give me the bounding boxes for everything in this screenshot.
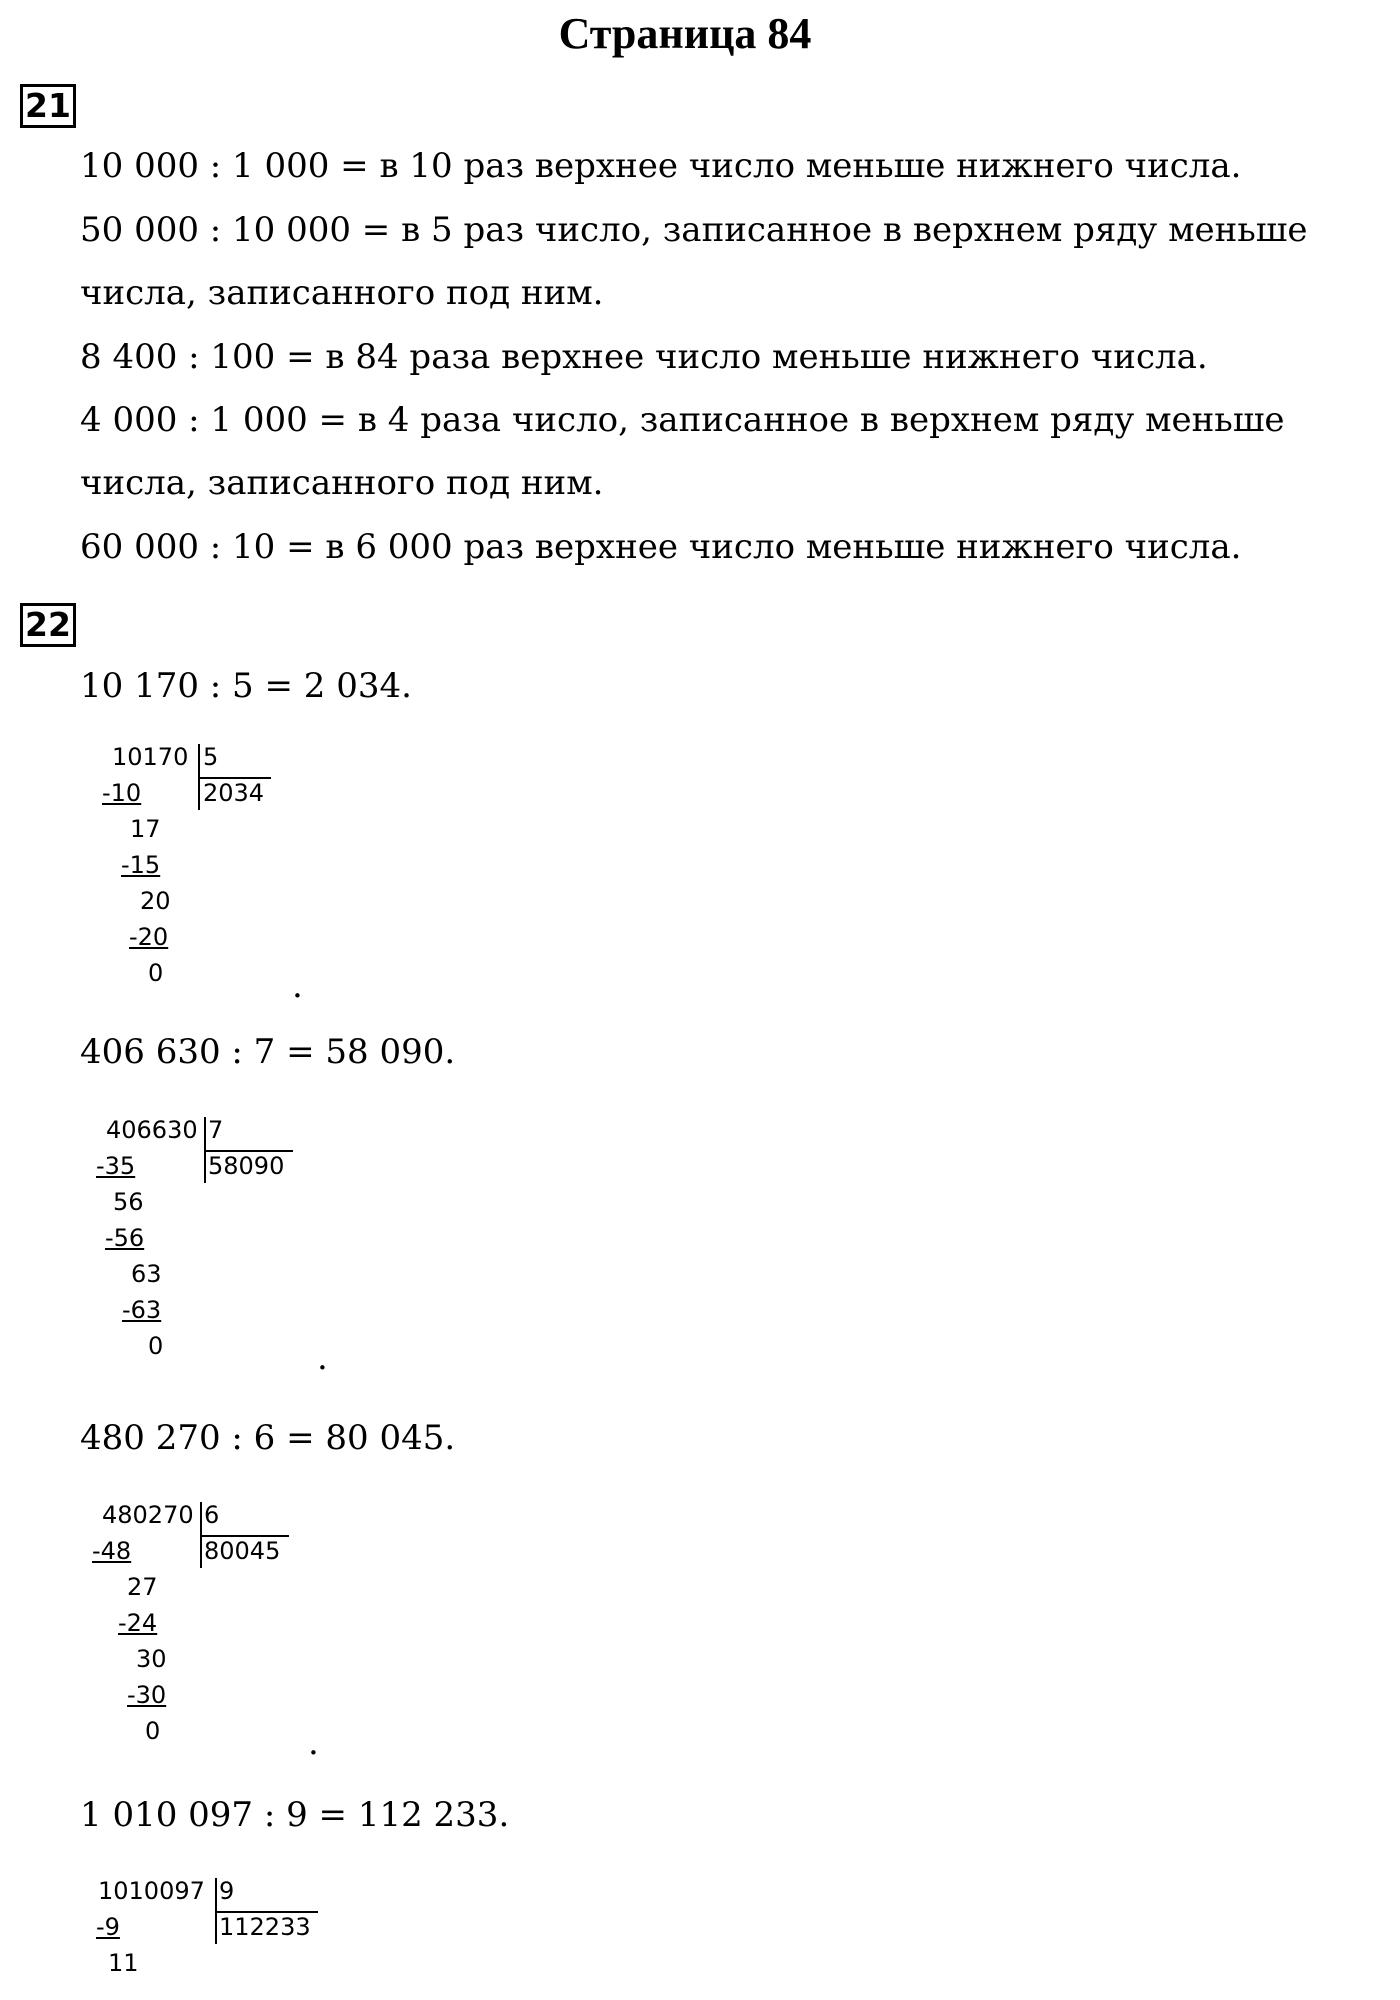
step-3: -24 bbox=[118, 1609, 158, 1637]
step-6: 0 bbox=[148, 1332, 164, 1360]
step-4: 63 bbox=[131, 1260, 162, 1288]
equation-3: 480 270 : 6 = 80 045. bbox=[80, 1418, 456, 1458]
step-1: -35 bbox=[96, 1152, 136, 1180]
step-3: -15 bbox=[121, 851, 161, 879]
step-1: -48 bbox=[92, 1537, 132, 1565]
divisor: 7 bbox=[208, 1116, 224, 1144]
dividend: 480270 bbox=[102, 1501, 194, 1529]
equation-2: 406 630 : 7 = 58 090. bbox=[80, 1032, 456, 1072]
page-title: Страница 84 bbox=[558, 9, 812, 58]
step-6: 0 bbox=[145, 1717, 161, 1745]
task-number-21: 21 bbox=[20, 84, 76, 128]
task21-line-3: числа, записанного под ним. bbox=[80, 273, 604, 313]
step-6: 0 bbox=[148, 959, 164, 987]
step-4: 20 bbox=[140, 887, 171, 915]
equation-4: 1 010 097 : 9 = 112 233. bbox=[80, 1795, 510, 1835]
step-5: -63 bbox=[122, 1296, 162, 1324]
task21-line-4: 8 400 : 100 = в 84 раза верхнее число меньше нижнего числа. bbox=[80, 337, 1208, 377]
quotient: 80045 bbox=[204, 1537, 281, 1565]
divisor: 9 bbox=[219, 1877, 235, 1905]
task21-line-2: 50 000 : 10 000 = в 5 раз число, записанное в верхнем ряду меньше bbox=[80, 210, 1308, 250]
quotient: 2034 bbox=[203, 779, 265, 807]
trailing-dot: . bbox=[292, 966, 303, 1006]
trailing-dot: . bbox=[308, 1723, 319, 1763]
task21-line-5: 4 000 : 1 000 = в 4 раза число, записанное в верхнем ряду меньше bbox=[80, 400, 1285, 440]
divisor: 5 bbox=[203, 743, 219, 771]
divisor: 6 bbox=[204, 1501, 220, 1529]
step-1: -9 bbox=[96, 1913, 120, 1941]
step-5: -20 bbox=[129, 923, 169, 951]
quotient: 112233 bbox=[219, 1913, 311, 1941]
step-2: 17 bbox=[130, 815, 161, 843]
dividend: 10170 bbox=[112, 743, 189, 771]
dividend: 406630 bbox=[106, 1116, 198, 1144]
step-2: 11 bbox=[108, 1949, 139, 1977]
task21-line-1: 10 000 : 1 000 = в 10 раз верхнее число меньше нижнего числа. bbox=[80, 146, 1242, 186]
quotient: 58090 bbox=[208, 1152, 285, 1180]
task-number-22: 22 bbox=[20, 603, 76, 647]
equation-1: 10 170 : 5 = 2 034. bbox=[80, 666, 412, 706]
task21-line-7: 60 000 : 10 = в 6 000 раз верхнее число меньше нижнего числа. bbox=[80, 527, 1242, 567]
step-5: -30 bbox=[127, 1681, 167, 1709]
step-2: 56 bbox=[113, 1188, 144, 1216]
step-3: -56 bbox=[105, 1224, 145, 1252]
task21-line-6: числа, записанного под ним. bbox=[80, 463, 604, 503]
step-1: -10 bbox=[102, 779, 142, 807]
step-4: 30 bbox=[136, 1645, 167, 1673]
step-2: 27 bbox=[127, 1573, 158, 1601]
trailing-dot: . bbox=[317, 1338, 328, 1378]
dividend: 1010097 bbox=[98, 1877, 205, 1905]
